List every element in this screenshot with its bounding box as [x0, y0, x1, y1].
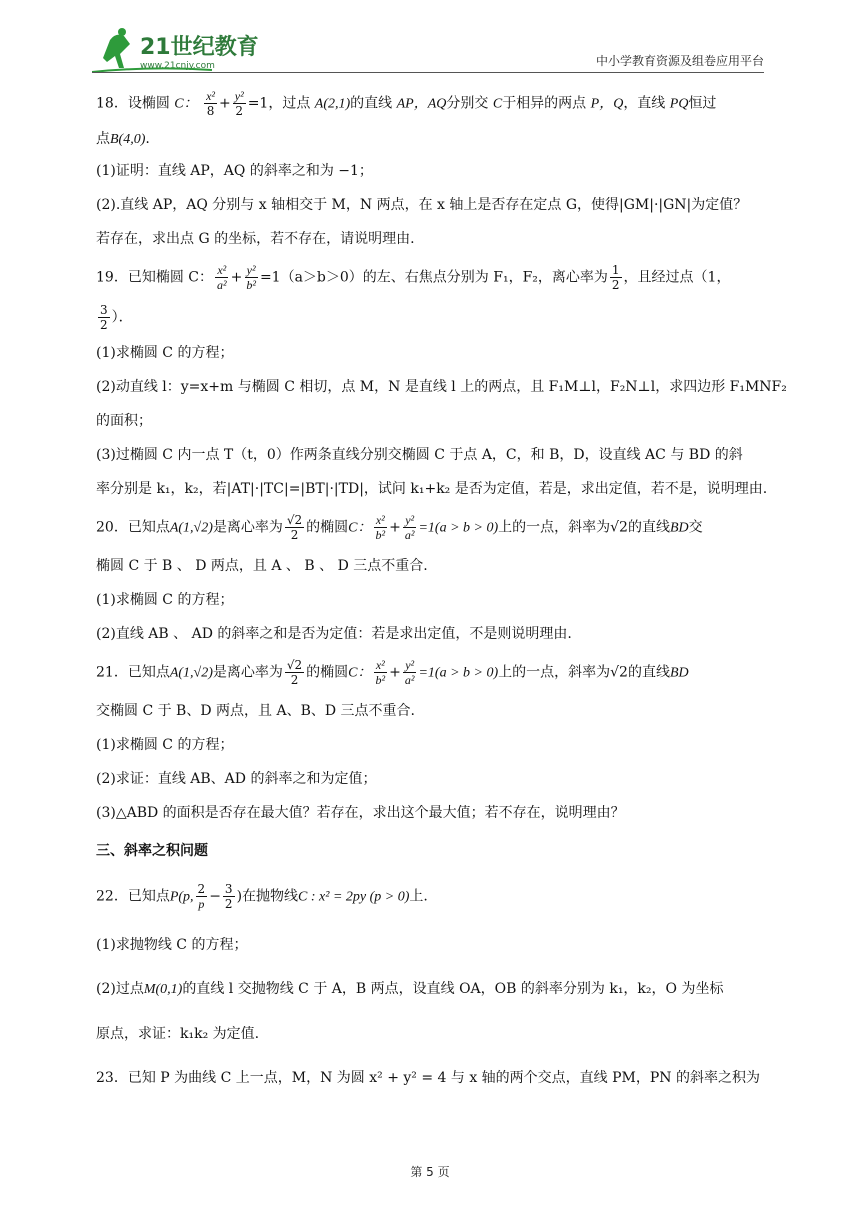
page-header: [0, 0, 860, 80]
svg-text:www.21cnjy.com: www.21cnjy.com: [140, 61, 215, 71]
q21-part2: (2)求证：直线 AB、AD 的斜率之和为定值；: [96, 771, 377, 787]
q19-part2a: (2)动直线 l：y=x+m 与椭圆 C 相切，点 M，N 是直线 l 上的两点，且 F₁M⊥l，F₂N⊥l，求四边形 F₁MNF₂: [96, 379, 787, 395]
q22-part1: (1)求抛物线 C 的方程；: [96, 937, 248, 953]
q18-part2a: (2).直线 AP，AQ 分别与 x 轴相交于 M，N 两点，在 x 轴上是否存在定点 G，使得|GM|·|GN|为定值？: [96, 197, 748, 213]
q18-line1: 18．设椭圆 C： $\frac{\text{x²}}{8}$ + $\frac{\text{y²}}{2}$ =1，过点 A(2,1)的直线 AP，AQ分别交 C于相异的两点 P，Q，直线 PQ恒过: [96, 89, 717, 118]
q20-part1: (1)求椭圆 C 的方程；: [96, 592, 234, 608]
section-heading: 三、斜率之积问题: [96, 843, 208, 859]
fraction: $\frac{1}{2}$: [611, 263, 620, 292]
fraction: $\frac{\text{y²}}{\text{a²}}$: [404, 658, 415, 687]
q20-line2: 椭圆 C 于 B 、 D 两点，且 A 、 B 、 D 三点不重合.: [96, 558, 428, 574]
fraction: $\frac{\text{y²}}{\text{a²}}$: [404, 513, 415, 542]
q19-part2b: 的面积；: [96, 413, 152, 429]
q20-part2: (2)直线 AB 、 AD 的斜率之和是否为定值：若是求出定值，不是则说明理由.: [96, 626, 572, 642]
q19-part3b: 率分别是 k₁，k₂，若|AT|·|TC|=|BT|·|TD|，试问 k₁+k₂ 是否为定值，若是，求出定值，若不是，说明理由.: [96, 481, 768, 497]
fraction: $\frac{3}{2}$: [100, 303, 108, 332]
q21-part3: (3)△ABD 的面积是否存在最大值？若存在，求出这个最大值；若不存在，说明理由？: [96, 805, 625, 821]
q19-part1: (1)求椭圆 C 的方程；: [96, 345, 234, 361]
q19-line1: 19．已知椭圆 C： $\frac{\text{x²}}{\text{a²}}$ + $\frac{\text{y²}}{\text{b²}}$ =1（a＞b＞0）的左、右焦点分别为 F₁，F₂，离心率为 $\frac{1}{2}$ ，且经过点（1，: [96, 263, 731, 292]
q18-line2: 点B(4,0).: [96, 131, 150, 147]
q19-line2: $\frac{3}{2}$ ）．: [100, 303, 133, 332]
fraction: $\frac{√2}{2}$: [286, 658, 303, 687]
fraction: $\frac{√2}{2}$: [286, 513, 303, 542]
q18-part2b: 若存在，求出点 G 的坐标，若不存在，请说明理由.: [96, 231, 415, 247]
q22-line1: 22．已知点P(p, $\frac{2}{p}$ − $\frac{3}{2}$ )在抛物线C : x² = 2py (p > 0)上.: [96, 882, 428, 911]
fraction: $\frac{2}{p}$: [197, 882, 206, 911]
q21-part1: (1)求椭圆 C 的方程；: [96, 737, 234, 753]
logo: [92, 22, 272, 74]
svg-text:21世纪教育: 21世纪教育: [140, 35, 259, 60]
platform-name: 中小学教育资源及组卷应用平台: [595, 54, 764, 68]
document-body: [96, 82, 787, 1098]
fraction: $\frac{\text{x²}}{8}$: [206, 89, 216, 118]
q23-line1: 23．已知 P 为曲线 C 上一点，M，N 为圆 x² + y² = 4 与 x 轴的两个交点，直线 PM，PN 的斜率之积为: [96, 1070, 761, 1086]
fraction: $\frac{3}{2}$: [224, 882, 233, 911]
q20-line1: 20．已知点A(1,√2)是离心率为 $\frac{√2}{2}$ 的椭圆C： $\frac{\text{x²}}{\text{b²}}$ + $\frac{\text{y²}}{\text{a²}}$ =1(a > b > 0)上的一点，斜率为√2的直线BD交: [96, 513, 703, 542]
q21-line2: 交椭圆 C 于 B、D 两点，且 A、B、D 三点不重合.: [96, 703, 415, 719]
fraction: $\frac{\text{x²}}{\text{b²}}$: [375, 513, 386, 542]
q19-part3a: (3)过椭圆 C 内一点 T（t，0）作两条直线分别交椭圆 C 于点 A，C，和 B，D，设直线 AC 与 BD 的斜: [96, 447, 743, 463]
fraction: $\frac{\text{y²}}{\text{b²}}$: [246, 263, 256, 292]
q21-line1: 21．已知点A(1,√2)是离心率为 $\frac{√2}{2}$ 的椭圆C： $\frac{\text{x²}}{\text{b²}}$ + $\frac{\text{y²}}{\text{a²}}$ =1(a > b > 0)上的一点，斜率为√2的直线BD: [96, 658, 689, 687]
header-divider: [92, 72, 764, 73]
q22-part2b: 原点，求证：k₁k₂ 为定值.: [96, 1026, 260, 1042]
fraction: $\frac{\text{x²}}{\text{a²}}$: [216, 263, 227, 292]
fraction: $\frac{\text{y²}}{2}$: [234, 89, 244, 118]
q18-part1: (1)证明：直线 AP，AQ 的斜率之和为 −1；: [96, 163, 373, 179]
fraction: $\frac{\text{x²}}{\text{b²}}$: [375, 658, 386, 687]
q22-part2a: (2)过点M(0,1)的直线 l 交抛物线 C 于 A，B 两点，设直线 OA，OB 的斜率分别为 k₁，k₂，O 为坐标: [96, 981, 724, 997]
runner-icon: [103, 35, 130, 68]
page-number: 第 5 页: [410, 1165, 450, 1179]
